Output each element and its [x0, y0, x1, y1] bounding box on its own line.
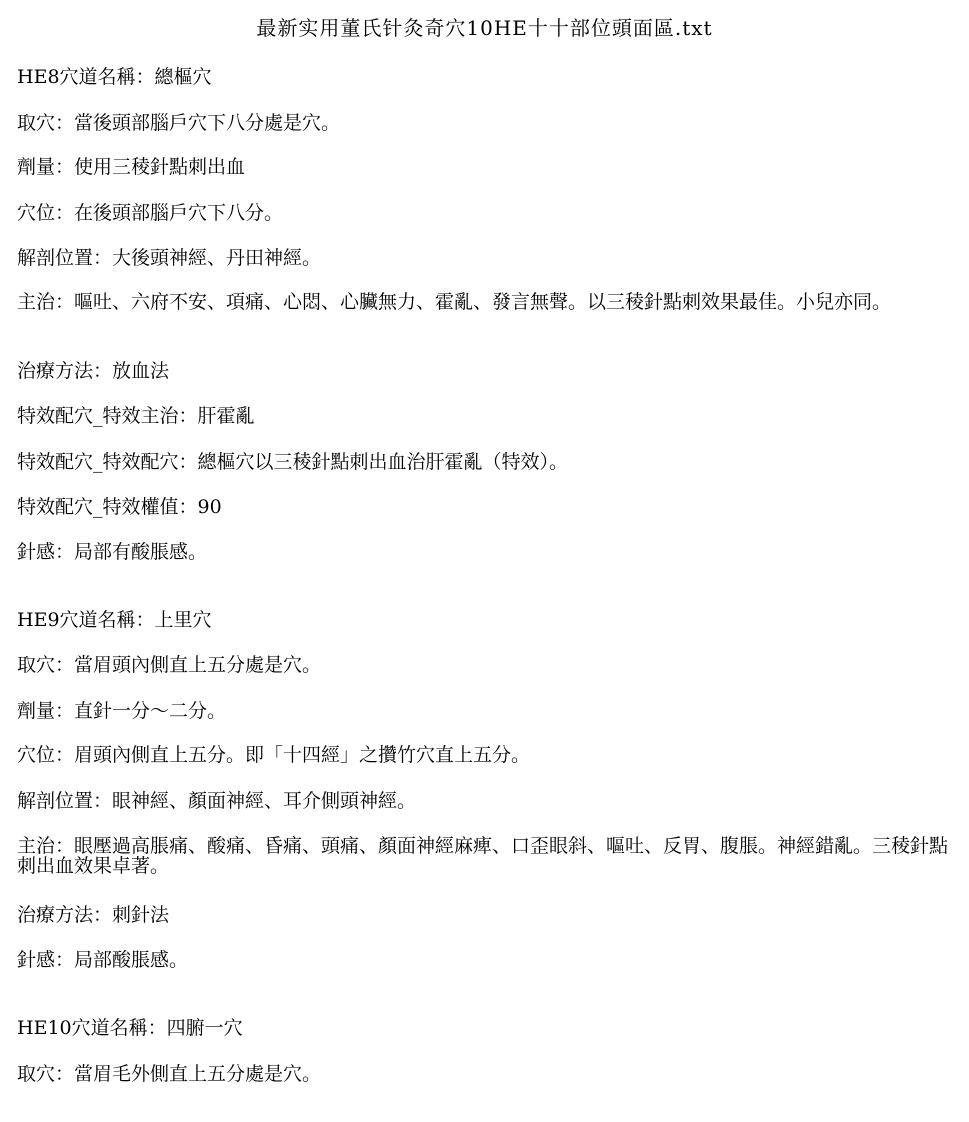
- field-value: 放血法: [112, 360, 170, 382]
- field-value: 刺針法: [112, 904, 170, 926]
- acupoint-name-line: [17, 609, 957, 631]
- field-line: [17, 360, 957, 382]
- field-label: 針感：: [17, 541, 75, 563]
- field-value: 當眉頭內側直上五分處是穴。: [74, 654, 322, 676]
- field-value: 當後頭部腦戶穴下八分處是穴。: [74, 112, 341, 134]
- acupoint-name-value: 總樞穴: [154, 66, 212, 88]
- field-value: 當眉毛外側直上五分處是穴。: [74, 1063, 322, 1085]
- field-line: [17, 949, 957, 971]
- field-line: [17, 836, 957, 876]
- acupoint-name-label: HE8穴道名稱：: [17, 66, 155, 88]
- field-label: 解剖位置：: [17, 790, 113, 812]
- field-value: 在後頭部腦戶穴下八分。: [74, 202, 284, 224]
- document-title: 最新实用董氏针灸奇穴10HE十十部位頭面區.txt: [256, 16, 713, 40]
- acupoint-name-label: HE10穴道名稱：: [17, 1017, 167, 1039]
- field-value: 直針一分～二分。: [74, 700, 227, 722]
- field-line: [17, 744, 957, 766]
- field-value: 肝霍亂: [197, 405, 255, 427]
- acupoint-name-line: [17, 1017, 957, 1039]
- acupoint-name-line: [17, 66, 957, 88]
- field-line: [17, 247, 957, 269]
- field-label: 特效配穴_特效權值：: [17, 496, 198, 518]
- field-line: [17, 700, 957, 722]
- field-label: 取穴：: [17, 112, 75, 134]
- field-label: 穴位：: [17, 202, 75, 224]
- field-label: 劑量：: [17, 700, 75, 722]
- field-value: 大後頭神經、丹田神經。: [112, 247, 322, 269]
- field-line: [17, 790, 957, 812]
- field-line: [17, 112, 957, 134]
- acupoint-name-value: 上里穴: [154, 609, 212, 631]
- field-value: 90: [197, 496, 222, 518]
- field-value: 使用三稜針點刺出血: [74, 156, 246, 178]
- field-line: [17, 202, 957, 224]
- field-line: [17, 496, 957, 518]
- field-label: 主治：: [17, 291, 75, 313]
- field-value: 嘔吐、六府不安、項痛、心悶、心臟無力、霍亂、發言無聲。以三稜針點刺效果最佳。小兒亦同。: [74, 291, 892, 313]
- field-label: 主治：: [17, 835, 75, 857]
- field-label: 穴位：: [17, 744, 75, 766]
- field-label: 治療方法：: [17, 360, 113, 382]
- acupoint-name-label: HE9穴道名稱：: [17, 609, 155, 631]
- field-label: 治療方法：: [17, 904, 113, 926]
- field-label: 取穴：: [17, 1063, 75, 1085]
- field-label: 解剖位置：: [17, 247, 113, 269]
- field-label: 取穴：: [17, 654, 75, 676]
- field-line: [17, 451, 957, 473]
- field-label: 特效配穴_特效配穴：: [17, 451, 198, 473]
- field-value: 眼神經、顏面神經、耳介側頭神經。: [112, 790, 417, 812]
- field-value: 眼壓過高脹痛、酸痛、昏痛、頭痛、顏面神經麻痺、口歪眼斜、嘔吐、反胃、腹脹。神經錯亂。三稜針點刺出血效果卓著。: [17, 835, 949, 877]
- field-line: [17, 156, 957, 178]
- field-label: 劑量：: [17, 156, 75, 178]
- acupoint-name-value: 四腑一穴: [166, 1017, 243, 1039]
- field-line: [17, 904, 957, 926]
- field-value: 局部酸脹感。: [74, 949, 189, 971]
- field-value: 局部有酸脹感。: [74, 541, 208, 563]
- field-line: [17, 654, 957, 676]
- field-line: [17, 1063, 957, 1085]
- field-line: [17, 405, 957, 427]
- field-value: 眉頭內側直上五分。即「十四經」之攢竹穴直上五分。: [74, 744, 531, 766]
- field-line: [17, 541, 957, 563]
- field-line: [17, 292, 957, 312]
- field-label: 針感：: [17, 949, 75, 971]
- field-value: 總樞穴以三稜針點刺出血治肝霍亂（特效）。: [197, 451, 569, 473]
- field-label: 特效配穴_特效主治：: [17, 405, 198, 427]
